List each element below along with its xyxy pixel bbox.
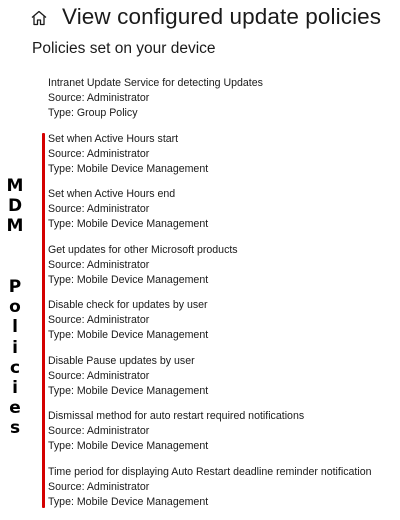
policy-item — [48, 354, 371, 410]
policy-item — [48, 465, 371, 520]
annotation-spacer — [4, 237, 26, 257]
page-title: View configured update policies — [62, 4, 381, 30]
annotation-letter: M — [4, 176, 26, 196]
policy-item — [48, 298, 371, 354]
policy-item — [48, 409, 371, 465]
policy-source: Source: Administrator — [48, 202, 371, 217]
policy-name: Disable check for updates by user — [48, 298, 371, 313]
policy-source: Source: Administrator — [48, 147, 371, 162]
policy-type: Type: Mobile Device Management — [48, 495, 371, 510]
annotation-letter: l — [4, 317, 26, 337]
annotation-letter: o — [4, 297, 26, 317]
section-title: Policies set on your device — [32, 40, 216, 58]
policy-item — [48, 132, 371, 188]
policy-type: Type: Mobile Device Management — [48, 273, 371, 288]
policy-name: Intranet Update Service for detecting Updates — [48, 76, 371, 91]
policy-item — [48, 243, 371, 299]
policy-type: Type: Mobile Device Management — [48, 439, 371, 454]
mdm-policies-annotation — [4, 176, 26, 438]
policy-source: Source: Administrator — [48, 258, 371, 273]
annotation-letter: s — [4, 418, 26, 438]
policy-source: Source: Administrator — [48, 91, 371, 106]
annotation-letter: c — [4, 358, 26, 378]
policy-type: Type: Mobile Device Management — [48, 162, 371, 177]
policy-type: Type: Mobile Device Management — [48, 328, 371, 343]
home-icon[interactable] — [30, 9, 48, 27]
policy-name: Get updates for other Microsoft products — [48, 243, 371, 258]
annotation-letter: P — [4, 277, 26, 297]
policy-item — [48, 187, 371, 243]
annotation-letter: i — [4, 378, 26, 398]
policy-item — [48, 76, 371, 132]
policy-source: Source: Administrator — [48, 480, 371, 495]
policy-type: Type: Mobile Device Management — [48, 384, 371, 399]
policy-list — [48, 76, 371, 520]
policy-source: Source: Administrator — [48, 313, 371, 328]
annotation-letter: M — [4, 216, 26, 236]
annotation-letter: e — [4, 398, 26, 418]
policy-name: Disable Pause updates by user — [48, 354, 371, 369]
policy-name: Dismissal method for auto restart required notifications — [48, 409, 371, 424]
page-header — [30, 2, 381, 32]
policy-name: Set when Active Hours start — [48, 132, 371, 147]
policy-name: Set when Active Hours end — [48, 187, 371, 202]
annotation-letter: i — [4, 338, 26, 358]
policy-type: Type: Mobile Device Management — [48, 217, 371, 232]
annotation-spacer — [4, 257, 26, 277]
policy-name: Time period for displaying Auto Restart deadline reminder notification — [48, 465, 371, 480]
policy-source: Source: Administrator — [48, 369, 371, 384]
policy-type: Type: Group Policy — [48, 106, 371, 121]
mdm-annotation-bar — [42, 133, 45, 508]
annotation-letter: D — [4, 196, 26, 216]
policy-source: Source: Administrator — [48, 424, 371, 439]
